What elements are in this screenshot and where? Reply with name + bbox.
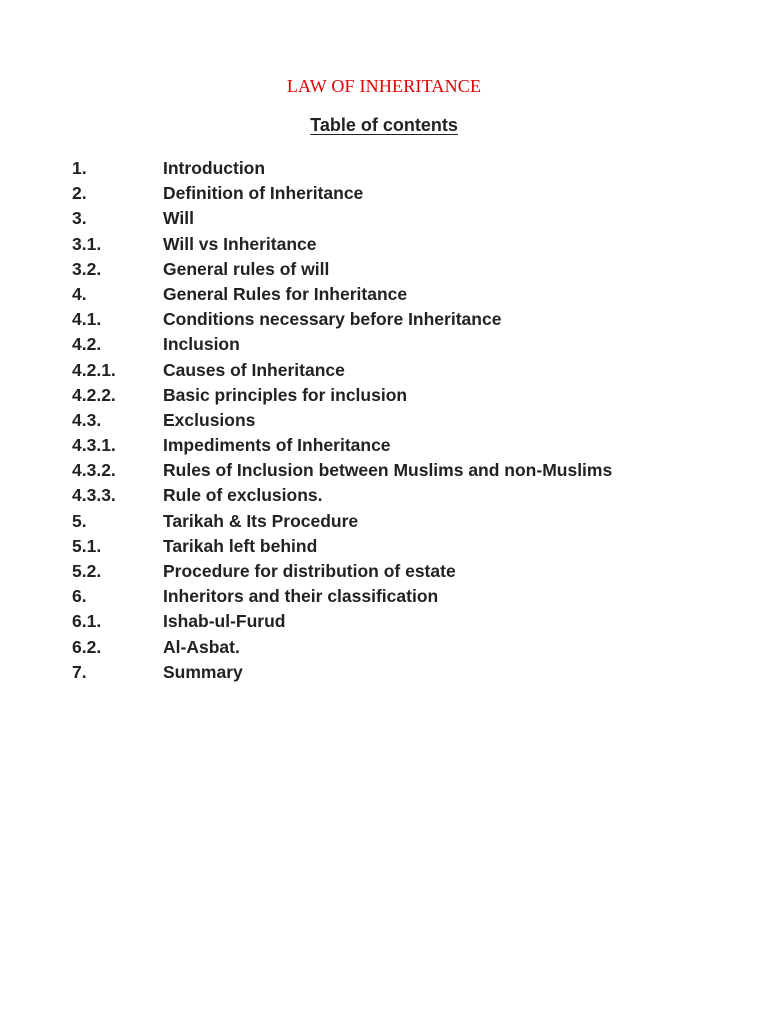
toc-entry-number: 4.2. — [72, 334, 102, 355]
toc-entry-number: 3. — [72, 208, 87, 229]
toc-entry-title: Impediments of Inheritance — [163, 435, 391, 456]
toc-entry-title: Basic principles for inclusion — [163, 384, 408, 405]
toc-entry-number: 4.2.2. — [72, 384, 116, 405]
toc-entry-title: Tarikah & Its Procedure — [163, 510, 359, 531]
toc-entry-number: 7. — [72, 661, 87, 682]
toc-entry-number: 5. — [72, 510, 87, 531]
toc-entry — [72, 383, 612, 408]
toc-entry-number: 6. — [72, 586, 87, 607]
toc-entry — [72, 156, 612, 181]
toc-entry-title: Rule of exclusions. — [163, 485, 323, 506]
toc-entry — [72, 332, 612, 357]
toc-entry — [72, 609, 612, 634]
toc-entry — [72, 458, 612, 483]
toc-entry — [72, 408, 612, 433]
toc-entry — [72, 181, 612, 206]
toc-entry-number: 4.3.2. — [72, 460, 116, 481]
toc-entry-number: 4.3.3. — [72, 485, 116, 506]
document-title: LAW OF INHERITANCE — [286, 76, 482, 96]
toc-entry-title: Conditions necessary before Inheritance — [163, 309, 502, 330]
toc-entry-number: 4.1. — [72, 309, 102, 330]
toc-entry-title: Causes of Inheritance — [163, 359, 345, 380]
toc-entry-title: Inheritors and their classification — [163, 586, 439, 607]
toc-entry — [72, 358, 612, 383]
toc-entry — [72, 282, 612, 307]
toc-entry-title: General rules of will — [163, 258, 330, 279]
toc-entry-title: Will — [163, 208, 194, 229]
toc-entry — [72, 483, 612, 508]
toc-entry — [72, 257, 612, 282]
toc-entry-number: 6.1. — [72, 611, 102, 632]
table-of-contents — [72, 156, 612, 685]
toc-entry-number: 5.1. — [72, 535, 102, 556]
toc-entry-title: Introduction — [163, 158, 266, 178]
toc-entry-number: 3.1. — [72, 233, 102, 254]
toc-entry — [72, 584, 612, 609]
toc-entry-number: 4.3.1. — [72, 435, 116, 456]
toc-entry-title: Rules of Inclusion between Muslims and non-Muslims — [163, 460, 613, 481]
toc-entry-number: 4. — [72, 283, 87, 304]
toc-entry-number: 5.2. — [72, 561, 102, 581]
toc-entry — [72, 509, 612, 534]
toc-entry-number: 4.3. — [72, 409, 102, 430]
toc-entry-number: 4.2.1. — [72, 359, 116, 380]
toc-entry-title: Tarikah left behind — [163, 535, 318, 556]
toc-entry — [72, 307, 612, 332]
toc-entry-number: 1. — [72, 158, 87, 178]
toc-entry-title: Ishab-ul-Furud — [163, 611, 286, 632]
toc-entry-title: Al-Asbat. — [163, 636, 240, 657]
toc-entry-title: Definition of Inheritance — [163, 183, 364, 204]
toc-entry — [72, 433, 612, 458]
toc-entry-number: 6.2. — [72, 636, 102, 657]
toc-entry-title: Exclusions — [163, 409, 256, 430]
toc-entry — [72, 206, 612, 231]
toc-entry — [72, 232, 612, 257]
toc-entry-number: 3.2. — [72, 258, 102, 279]
toc-entry — [72, 660, 612, 685]
toc-entry-title: General Rules for Inheritance — [163, 283, 408, 304]
toc-entry-number: 2. — [72, 183, 87, 204]
toc-entry — [72, 559, 612, 584]
toc-entry-title: Procedure for distribution of estate — [163, 561, 456, 581]
toc-entry — [72, 534, 612, 559]
toc-entry-title: Will vs Inheritance — [163, 233, 317, 254]
toc-entry — [72, 635, 612, 660]
toc-entry-title: Summary — [163, 661, 243, 682]
toc-entry-title: Inclusion — [163, 334, 240, 355]
toc-heading: Table of contents — [310, 115, 458, 135]
